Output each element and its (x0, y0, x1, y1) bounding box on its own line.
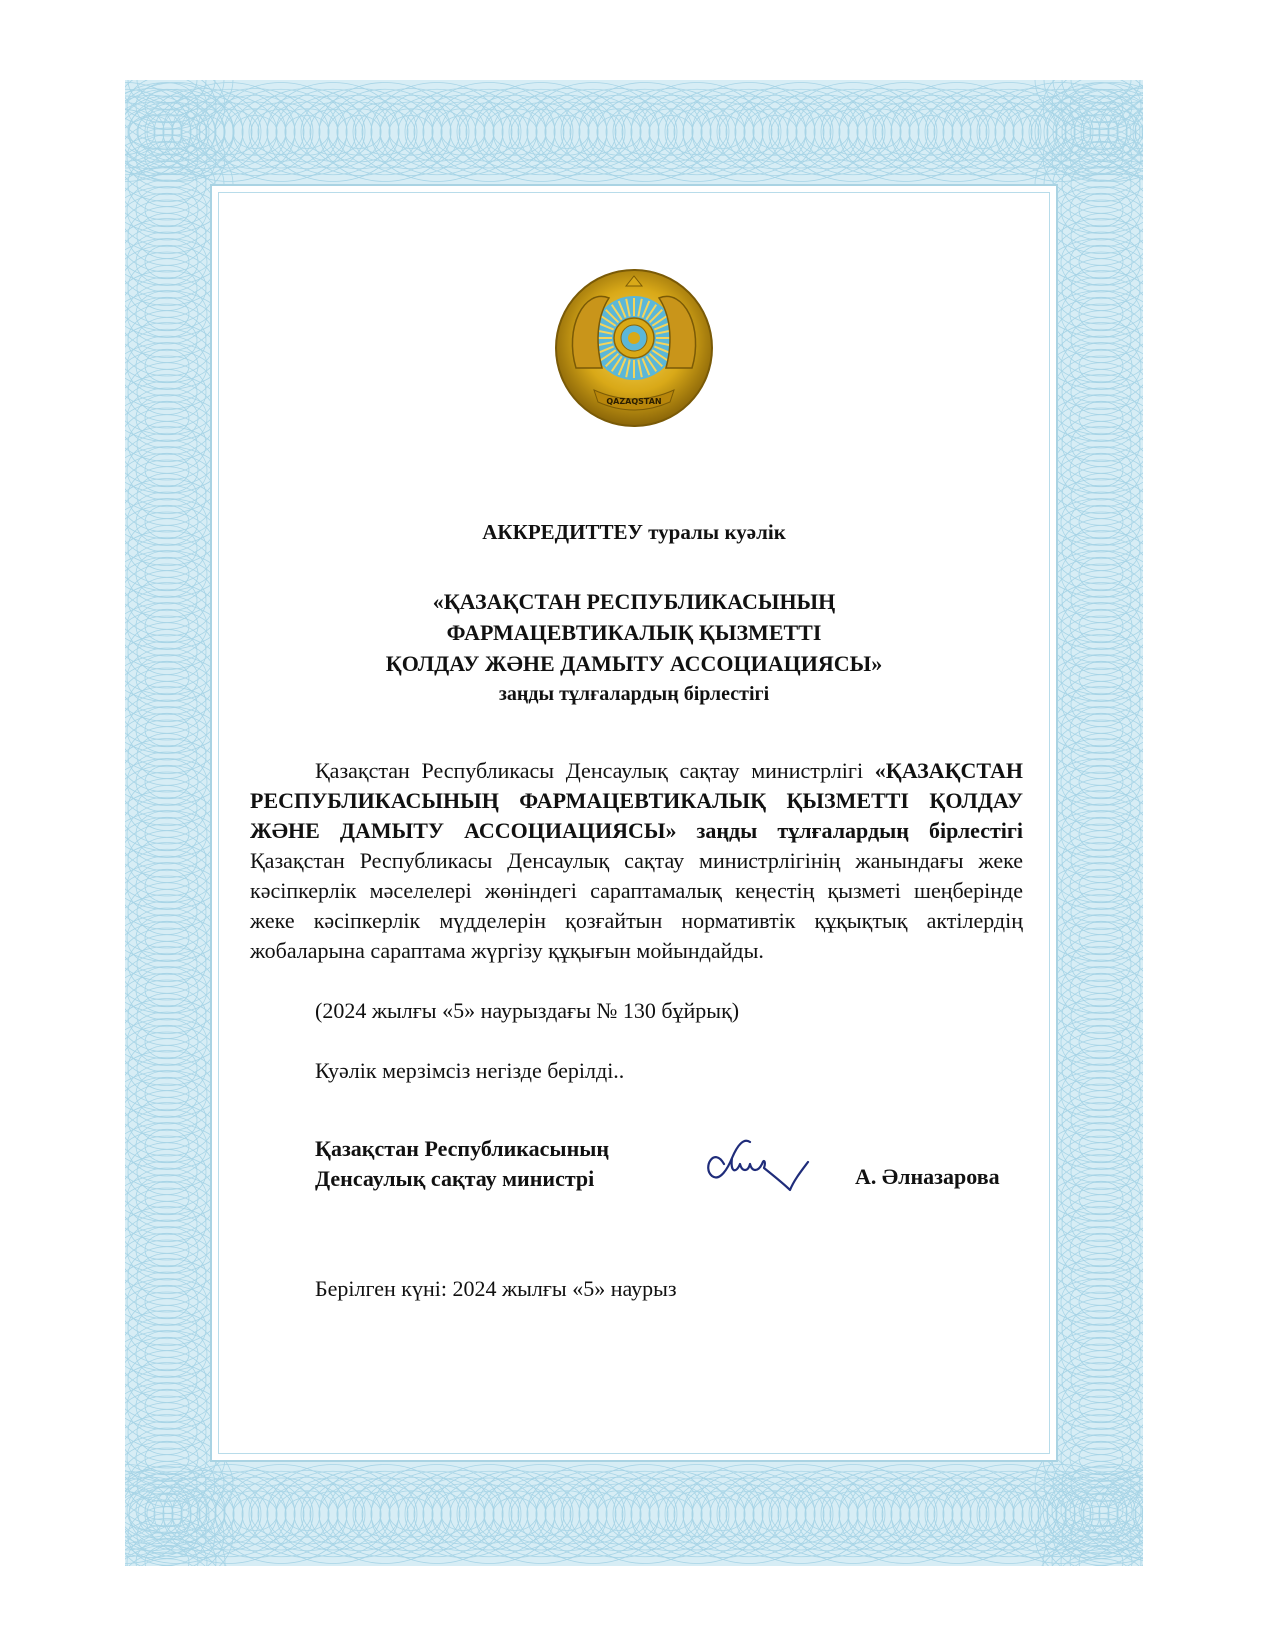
signer-role-line: Қазақстан Республикасының (315, 1136, 610, 1161)
issue-date: Берілген күні: 2024 жылғы «5» наурыз (315, 1276, 677, 1301)
organization-name-block (240, 586, 1028, 710)
validity-statement: Куәлік мерзімсіз негізде берілді.. (315, 1058, 625, 1083)
signer-role (315, 1134, 609, 1194)
kazakhstan-state-emblem-icon (554, 268, 714, 428)
organization-name-line: ФАРМАЦЕВТИКАЛЫҚ ҚЫЗМЕТТІ (446, 620, 822, 645)
document-title: АККРЕДИТТЕУ туралы куәлік (482, 520, 786, 544)
organization-subtitle: заңды тұлғалардың бірлестігі (498, 683, 770, 705)
order-reference: (2024 жылғы «5» наурыздағы № 130 бұйрық) (315, 998, 740, 1023)
body-organization: «ҚАЗАҚСТАН РЕСПУБЛИКАСЫНЫҢ ФАРМАЦЕВТИКАЛЫҚ ҚЫЗМЕТТІ ҚОЛДАУ ЖӘНЕ ДАМЫТУ АССОЦИАЦИЯСЫ» заңды тұлғалардың бірлестігі (250, 758, 1023, 843)
organization-name-line: ҚОЛДАУ ЖӘНЕ ДАМЫТУ АССОЦИАЦИЯСЫ» (385, 651, 883, 676)
emblem-inscription: QAZAQSTAN (606, 397, 662, 406)
handwritten-signature (702, 1128, 812, 1208)
signer-name: А. Әлназарова (855, 1164, 1000, 1189)
body-intro: Қазақстан Республикасы Денсаулық сақтау министрлігі (315, 758, 875, 783)
signer-role-line: Денсаулық сақтау министрі (315, 1166, 595, 1191)
body-paragraph (250, 756, 1023, 966)
organization-name-line: «ҚАЗАҚСТАН РЕСПУБЛИКАСЫНЫҢ (432, 589, 836, 614)
body-rest: Қазақстан Республикасы Денсаулық сақтау министрлігінің жанындағы жеке кәсіпкерлік мәселелері жөніндегі сараптамалық кеңестің қызметі шеңберінде жеке кәсіпкерлік мүдделерін қозғайтын нормативтік құқықтық актілердің жобаларына сараптама жүргізу құқығын мойындайды. (250, 848, 1023, 963)
